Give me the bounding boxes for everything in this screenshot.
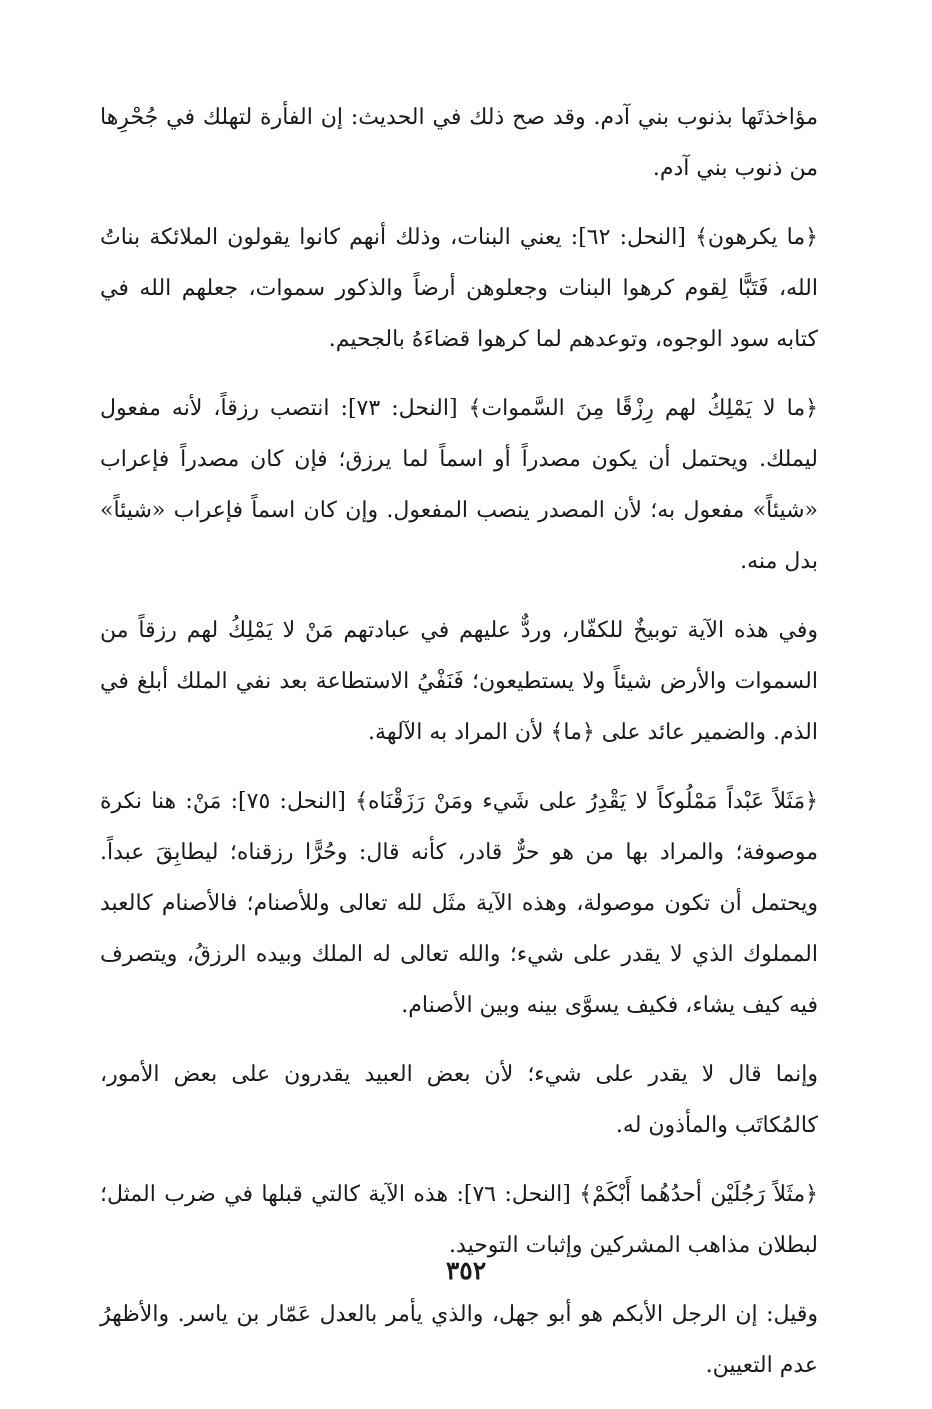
paragraph-2: ﴿ما يكرهون﴾ [النحل: ٦٢]: يعني البنات، وذلك أنهم كانوا يقولون الملائكة بناتُ الله، فَتَبًّا لِقوم كرهوا البنات وجعلوهن أرضاً والذكور سموات، جعلهم الله في كتابه سود الوجوه، وتوعدهم لما كرهوا قضاءَهُ بالجحيم. (100, 225, 819, 352)
paragraph-4: وفي هذه الآية توبيخٌ للكفّار، وردٌّ عليهم في عبادتهم مَنْ لا يَمْلِكُ لهم رزقاً من السموات والأرض شيئاً ولا يستطيعون؛ فَنَفْيُ الاستطاعة بعد نفي الملك أبلغ في الذم. والضمير عائد على ﴿ما﴾ لأن المراد به الآلهة. (100, 618, 818, 745)
paragraph-1: مؤاخذتَها بذنوب بني آدم. وقد صح ذلك في الحديث: إن الفأرة لتهلك في جُحْرِها من ذنوب بني آدم. (100, 105, 818, 181)
page-number: ٣٥٢ (445, 1256, 487, 1285)
paragraph-7: ﴿مثَلاً رَجُلَيْن أحدُهُما أَبْكَمْ﴾ [النحل: ٧٦]: هذه الآية كالتي قبلها في ضرب المثل؛ لبطلان مذاهب المشركين وإثبات التوحيد. (100, 1182, 818, 1258)
paragraph-6: وإنما قال لا يقدر على شيء؛ لأن بعض العبيد يقدرون على بعض الأمور، كالمُكاتَب والمأذون له. (100, 1062, 818, 1138)
paragraph-5: ﴿مَثَلاً عَبْداً مَمْلُوكاً لا يَقْدِرُ على شَيء ومَنْ رَزَقْنَاه﴾ [النحل: ٧٥]: مَنْ: هنا نكرة موصوفة؛ والمراد بها من هو حرٌّ قادر، كأنه قال: وحُرًّا رزقناه؛ ليطابِقَ عبداً. ويحتمل أن تكون موصولة، وهذه الآية مثَل لله تعالى وللأصنام؛ فالأصنام كالعبد المملوك الذي لا يقدر على شيء؛ والله تعالى له الملك وبيده الرزقُ، ويتصرف فيه كيف يشاء، فكيف يسوَّى بينه وبين الأصنام. (100, 789, 818, 1018)
page-body (100, 92, 818, 1409)
paragraph-3: ﴿ما لا يَمْلِكُ لهم رِزْقًا مِنَ السَّموات﴾ [النحل: ٧٣]: انتصب رزقاً، لأنه مفعول ليملك. ويحتمل أن يكون مصدراً أو اسماً لما يرزق؛ فإن كان مصدراً فإعراب «شيئاً» مفعول به؛ لأن المصدر ينصب المفعول. وإن كان اسماً فإعراب «شيئاً» بدل منه. (100, 396, 818, 574)
paragraph-8: وقيل: إن الرجل الأبكم هو أبو جهل، والذي يأمر بالعدل عَمّار بن ياسر. والأظهرُ عدم التعيين. (100, 1302, 818, 1378)
